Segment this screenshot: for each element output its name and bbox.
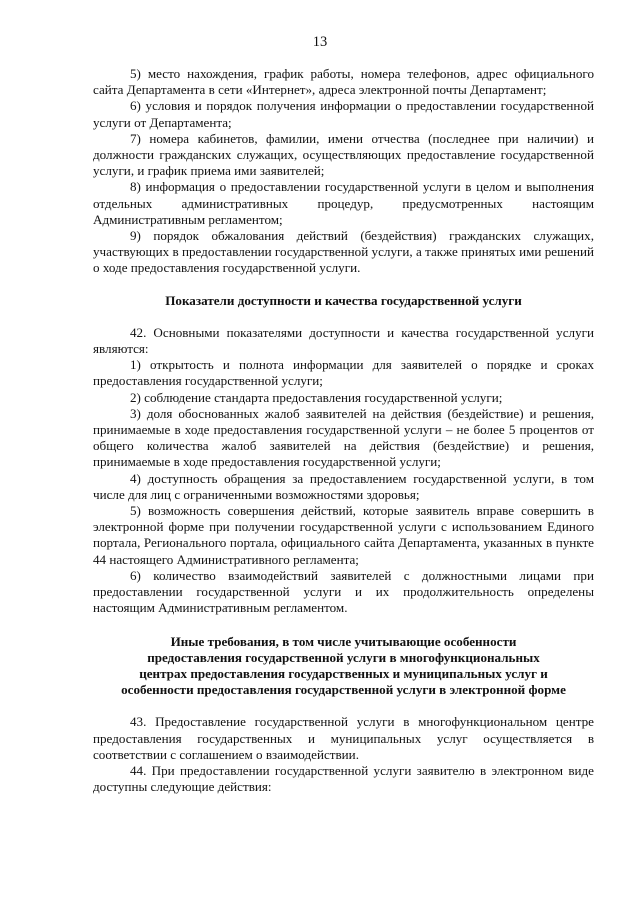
list-item: 2) соблюдение стандарта предоставления государственной услуги; xyxy=(130,389,503,405)
list-item: 5) возможность совершения действий, которые заявитель вправе совершить в электронной форме при получении государственной услуги с использованием Единого портала, Регионального портала, официального сайта Департамента, указанных в пункте 44 настоящего Административного регламента; xyxy=(93,503,594,567)
list-item: 6) условия и порядок получения информации о предоставлении государственной услуги от Департамента; xyxy=(93,98,594,130)
page-number: 13 xyxy=(312,34,328,50)
list-item: 8) информация о предоставлении государственной услуги в целом и выполнения отдельных административных процедур, предусмотренных настоящим Административным регламентом; xyxy=(93,179,594,227)
list-item: 9) порядок обжалования действий (бездействия) гражданских служащих, участвующих в предоставлении государственной услуги, а также принятых ими решений о ходе предоставления государственной услуги. xyxy=(93,228,594,276)
paragraph-44: 44. При предоставлении государственной услуги заявителю в электронном виде доступны следующие действия: xyxy=(93,762,594,795)
section-heading-accessibility: Показатели доступности и качества государственной услуги xyxy=(165,292,522,308)
document-body xyxy=(93,66,594,795)
list-item: 1) открытость и полнота информации для заявителей о порядке и сроках предоставления государственной услуги; xyxy=(93,357,594,389)
section-heading-other-requirements xyxy=(93,634,594,699)
list-item: 5) место нахождения, график работы, номера телефонов, адрес официального сайта Департамента в сети «Интернет», адреса электронной почты Департамент; xyxy=(93,66,594,98)
list-item: 7) номера кабинетов, фамилии, имени отчества (последнее при наличии) и должности гражданских служащих, осуществляющих предоставление государственной услуги, и график приема ими заявителей; xyxy=(93,130,594,179)
heading-line: предоставления государственной услуги в многофункциональных xyxy=(147,649,540,665)
heading-line: особенности предоставления государственной услуги в электронной форме xyxy=(121,682,566,698)
heading-line: центрах предоставления государственных и муниципальных услуг и xyxy=(139,665,548,681)
list-item: 3) доля обоснованных жалоб заявителей на действия (бездействие) и решения, принимаемые в ходе предоставления государственной услуги – не более 5 процентов от общего количества жалоб заявителей на действия (бездействие) и решения, принимаемые в ходе предоставления государственной услуги; xyxy=(93,405,594,470)
heading-line: Иные требования, в том числе учитывающие особенности xyxy=(170,633,517,649)
list-item: 4) доступность обращения за предоставлением государственной услуги, в том числе для лиц с ограниченными возможностями здоровья; xyxy=(93,470,594,502)
list-item: 6) количество взаимодействий заявителей с должностными лицами при предоставлении государственной услуги и их продолжительность определены настоящим Административным регламентом. xyxy=(93,567,594,616)
paragraph-42-lead: 42. Основными показателями доступности и качества государственной услуги являются: xyxy=(93,324,594,357)
paragraph-43: 43. Предоставление государственной услуги в многофункциональном центре предоставления государственных и муниципальных услуг осуществляется в соответствии с соглашением о взаимодействии. xyxy=(93,714,594,762)
